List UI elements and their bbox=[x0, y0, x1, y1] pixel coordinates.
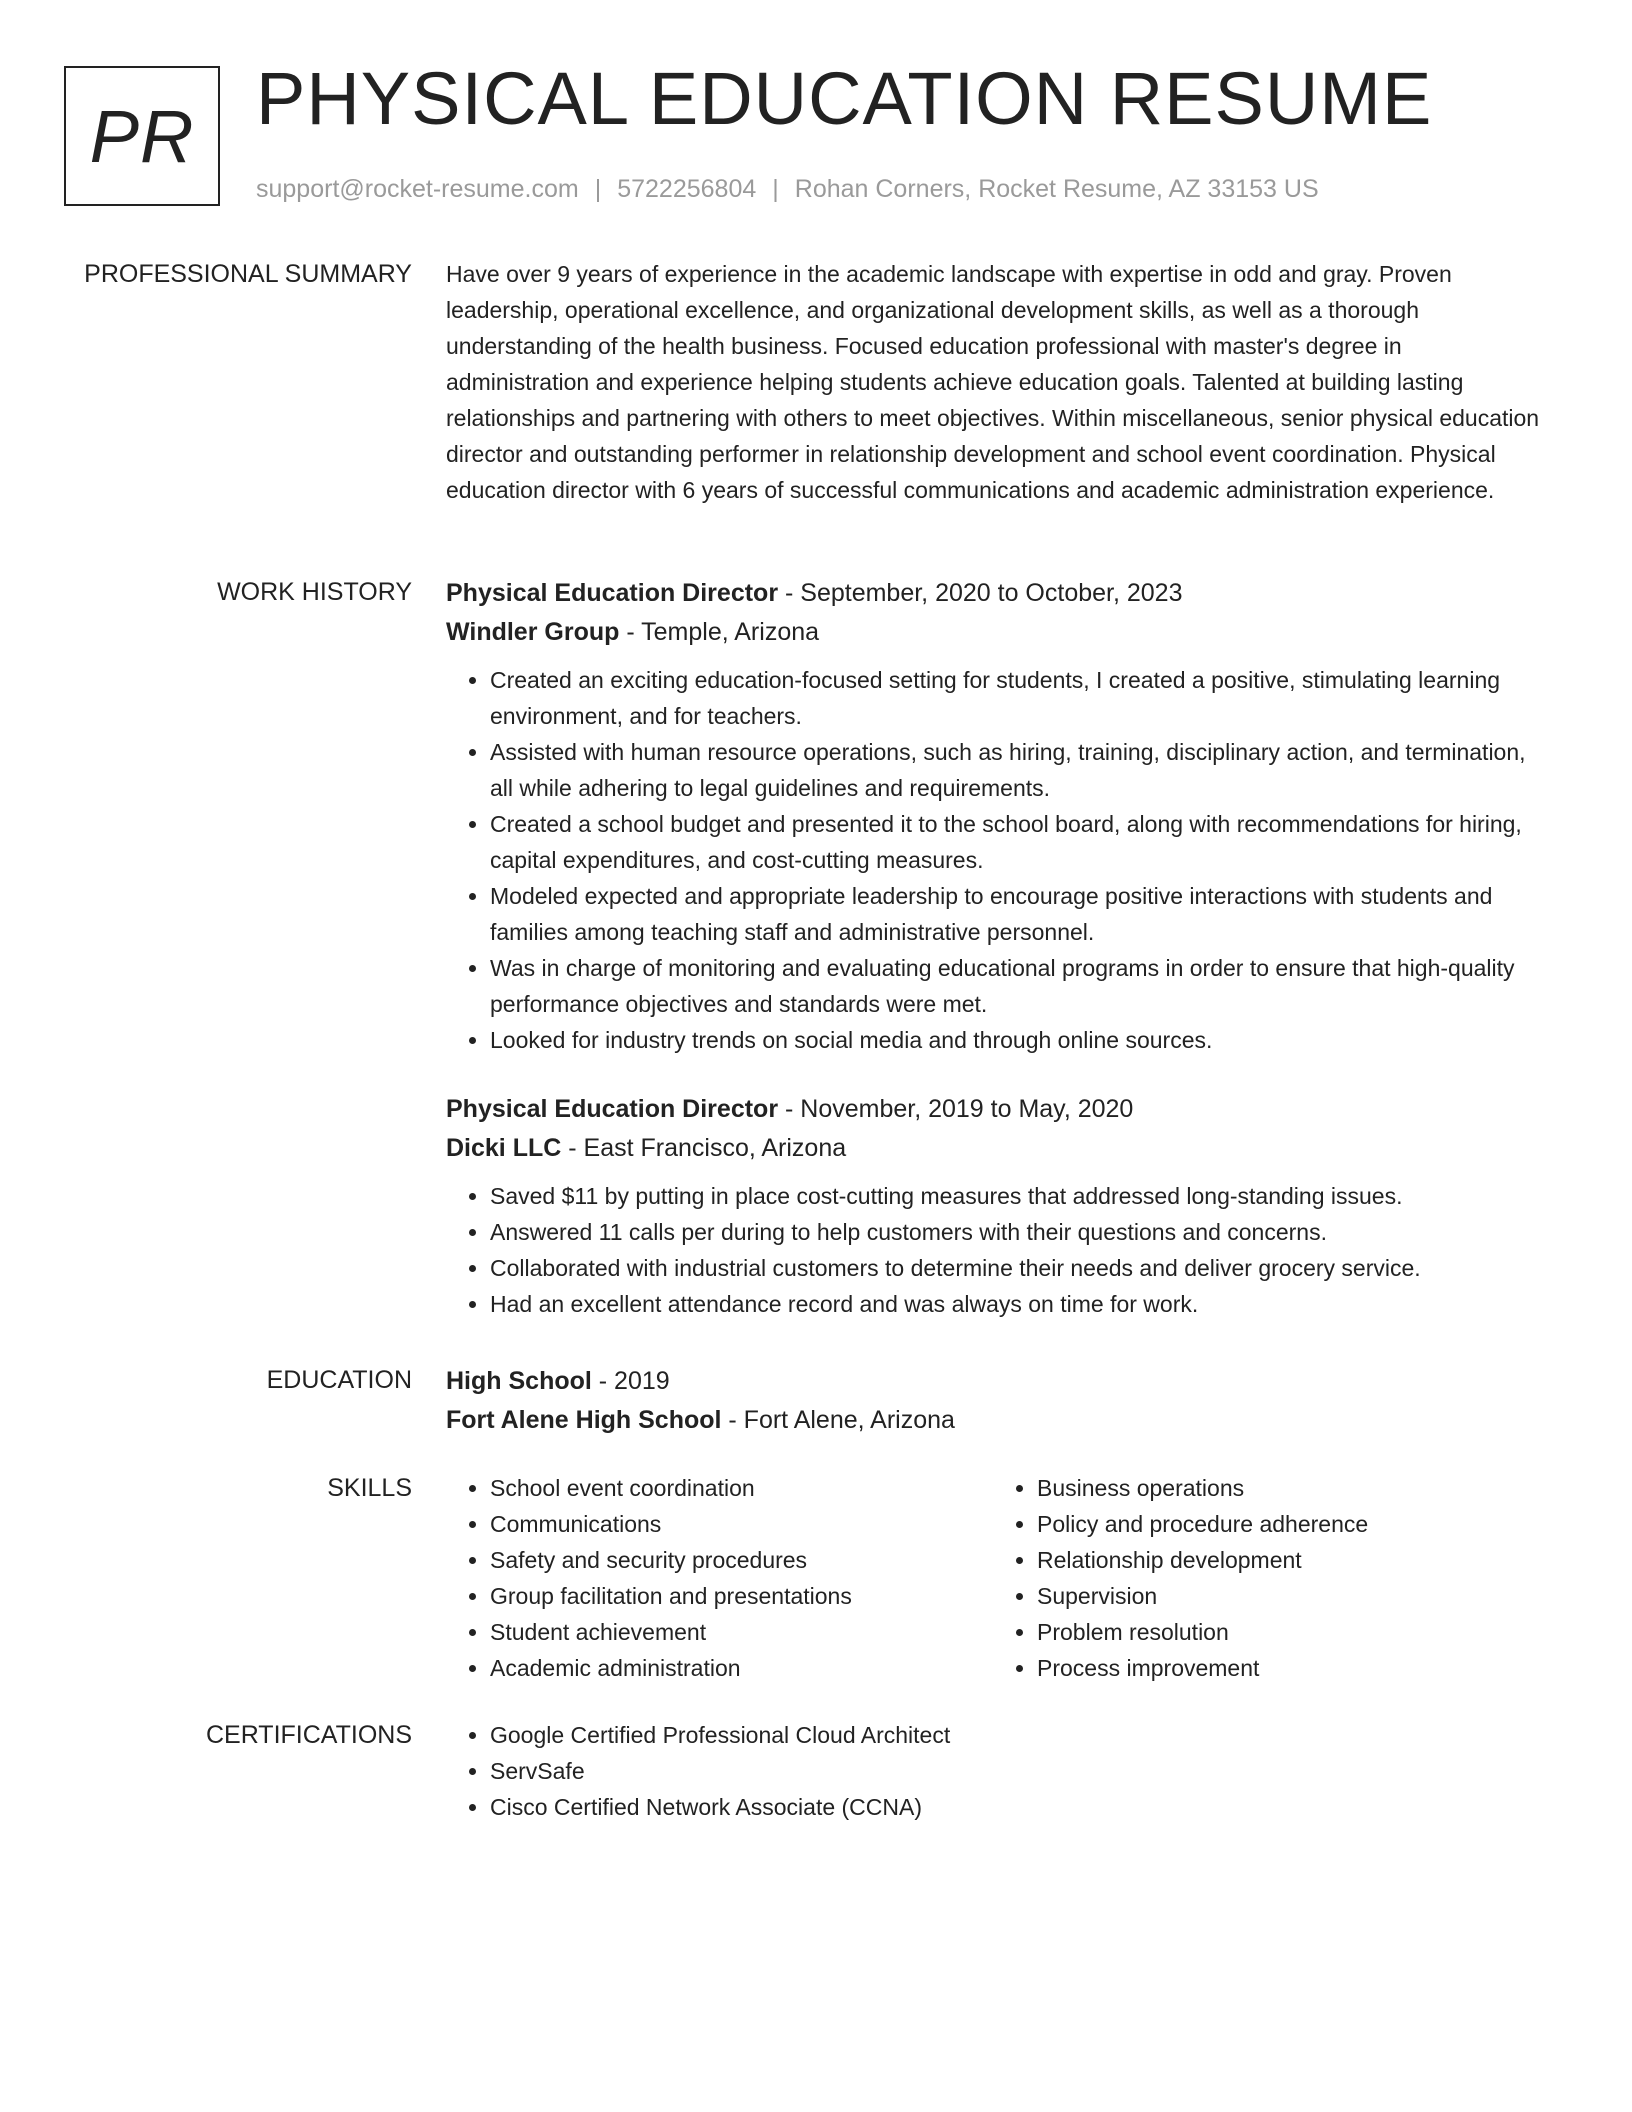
monogram-badge: PR bbox=[64, 66, 220, 206]
list-item: • Collaborated with industrial customers to determine their needs and deliver grocery service. bbox=[490, 1250, 1546, 1286]
contact-separator: | bbox=[594, 175, 602, 203]
list-item: • Google Certified Professional Cloud Architect bbox=[490, 1717, 1546, 1753]
list-item: • Policy and procedure adherence bbox=[1037, 1506, 1540, 1542]
summary-text: Have over 9 years of experience in the academic landscape with expertise in odd and gray. Proven leadership, operational excellence, and organizational development skills, as well as a thorough understanding of the health business. Focused education professional with master's degree in administration and experience helping students achieve education goals. Talented at building lasting relationships and partnering with others to meet objectives. Within miscellaneous, senior physical education director and outstanding performer in relationship development and school event coordination. Physical education director with 6 years of successful communications and academic administration experience. bbox=[446, 261, 1540, 503]
job-entry bbox=[446, 574, 1546, 1058]
list-item: • Modeled expected and appropriate leadership to encourage positive interactions with students and families among teaching staff and administrative personnel. bbox=[490, 878, 1546, 950]
contact-address: Rohan Corners, Rocket Resume, AZ 33153 US bbox=[794, 175, 1319, 203]
section-label-certifications: CERTIFICATIONS bbox=[205, 1721, 412, 1749]
skills-columns bbox=[446, 1470, 1546, 1686]
education-school-line bbox=[446, 1401, 1546, 1440]
list-item: • Relationship development bbox=[1037, 1542, 1540, 1578]
list-item: • Academic administration bbox=[490, 1650, 993, 1686]
job-location: - East Francisco, Arizona bbox=[561, 1134, 847, 1162]
list-item: • Safety and security procedures bbox=[490, 1542, 993, 1578]
education-school: Fort Alene High School bbox=[446, 1406, 722, 1434]
skills-list-left bbox=[446, 1470, 993, 1686]
list-item: • Communications bbox=[490, 1506, 993, 1542]
list-item: • Cisco Certified Network Associate (CCNA) bbox=[490, 1789, 1546, 1825]
education-content bbox=[446, 1362, 1546, 1440]
job-bullets bbox=[446, 662, 1546, 1058]
list-item: • Created a school budget and presented it to the school board, along with recommendations for hiring, capital expenditures, and cost-cutting measures. bbox=[490, 806, 1546, 878]
skills-list-right bbox=[993, 1470, 1540, 1686]
list-item: • Supervision bbox=[1037, 1578, 1540, 1614]
contact-separator: | bbox=[772, 175, 779, 203]
list-item: • Business operations bbox=[1037, 1470, 1540, 1506]
section-label-skills: SKILLS bbox=[327, 1474, 412, 1502]
contact-line bbox=[256, 175, 1319, 204]
education-degree: High School bbox=[446, 1367, 592, 1395]
education-degree-line bbox=[446, 1362, 1546, 1401]
contact-phone: 5722256804 bbox=[617, 175, 757, 203]
section-label-education: EDUCATION bbox=[266, 1366, 412, 1394]
skills-content bbox=[446, 1470, 1546, 1686]
list-item: • Process improvement bbox=[1037, 1650, 1540, 1686]
job-location: - Temple, Arizona bbox=[619, 618, 820, 646]
list-item: • Created an exciting education-focused setting for students, I created a positive, stimulating learning environment, and for teachers. bbox=[490, 662, 1546, 734]
job-company: Dicki LLC bbox=[446, 1134, 562, 1162]
list-item: • Student achievement bbox=[490, 1614, 993, 1650]
job-company: Windler Group bbox=[446, 618, 620, 646]
education-year: - 2019 bbox=[591, 1367, 670, 1395]
job-entry bbox=[446, 1090, 1546, 1322]
section-label-summary: PROFESSIONAL SUMMARY bbox=[84, 260, 412, 288]
job-title-line bbox=[446, 1090, 1546, 1129]
list-item: • Assisted with human resource operations, such as hiring, training, disciplinary action, and termination, all while adhering to legal guidelines and requirements. bbox=[490, 734, 1546, 806]
contact-email: support@rocket-resume.com bbox=[256, 175, 579, 203]
job-dates: - September, 2020 to October, 2023 bbox=[778, 579, 1183, 607]
job-dates: - November, 2019 to May, 2020 bbox=[778, 1095, 1134, 1123]
job-title-line bbox=[446, 574, 1546, 613]
job-bullets bbox=[446, 1178, 1546, 1322]
list-item: • Had an excellent attendance record and was always on time for work. bbox=[490, 1286, 1546, 1322]
section-label-work: WORK HISTORY bbox=[217, 578, 412, 606]
list-item: • Looked for industry trends on social media and through online sources. bbox=[490, 1022, 1546, 1058]
job-title: Physical Education Director bbox=[446, 1095, 779, 1123]
list-item: • Saved $11 by putting in place cost-cutting measures that addressed long-standing issues. bbox=[490, 1178, 1546, 1214]
job-company-line bbox=[446, 613, 1546, 652]
list-item: • Problem resolution bbox=[1037, 1614, 1540, 1650]
job-company-line bbox=[446, 1129, 1546, 1168]
resume-title: PHYSICAL EDUCATION RESUME bbox=[256, 57, 1433, 140]
education-location: - Fort Alene, Arizona bbox=[721, 1406, 955, 1434]
work-history-content bbox=[446, 574, 1546, 1322]
job-title: Physical Education Director bbox=[446, 579, 779, 607]
list-item: • School event coordination bbox=[490, 1470, 993, 1506]
certifications-list bbox=[446, 1717, 1546, 1825]
list-item: • Group facilitation and presentations bbox=[490, 1578, 993, 1614]
list-item: • ServSafe bbox=[490, 1753, 1546, 1789]
list-item: • Was in charge of monitoring and evaluating educational programs in order to ensure that high-quality performance objectives and standards were met. bbox=[490, 950, 1546, 1022]
certifications-content bbox=[446, 1717, 1546, 1825]
list-item: • Answered 11 calls per during to help customers with their questions and concerns. bbox=[490, 1214, 1546, 1250]
